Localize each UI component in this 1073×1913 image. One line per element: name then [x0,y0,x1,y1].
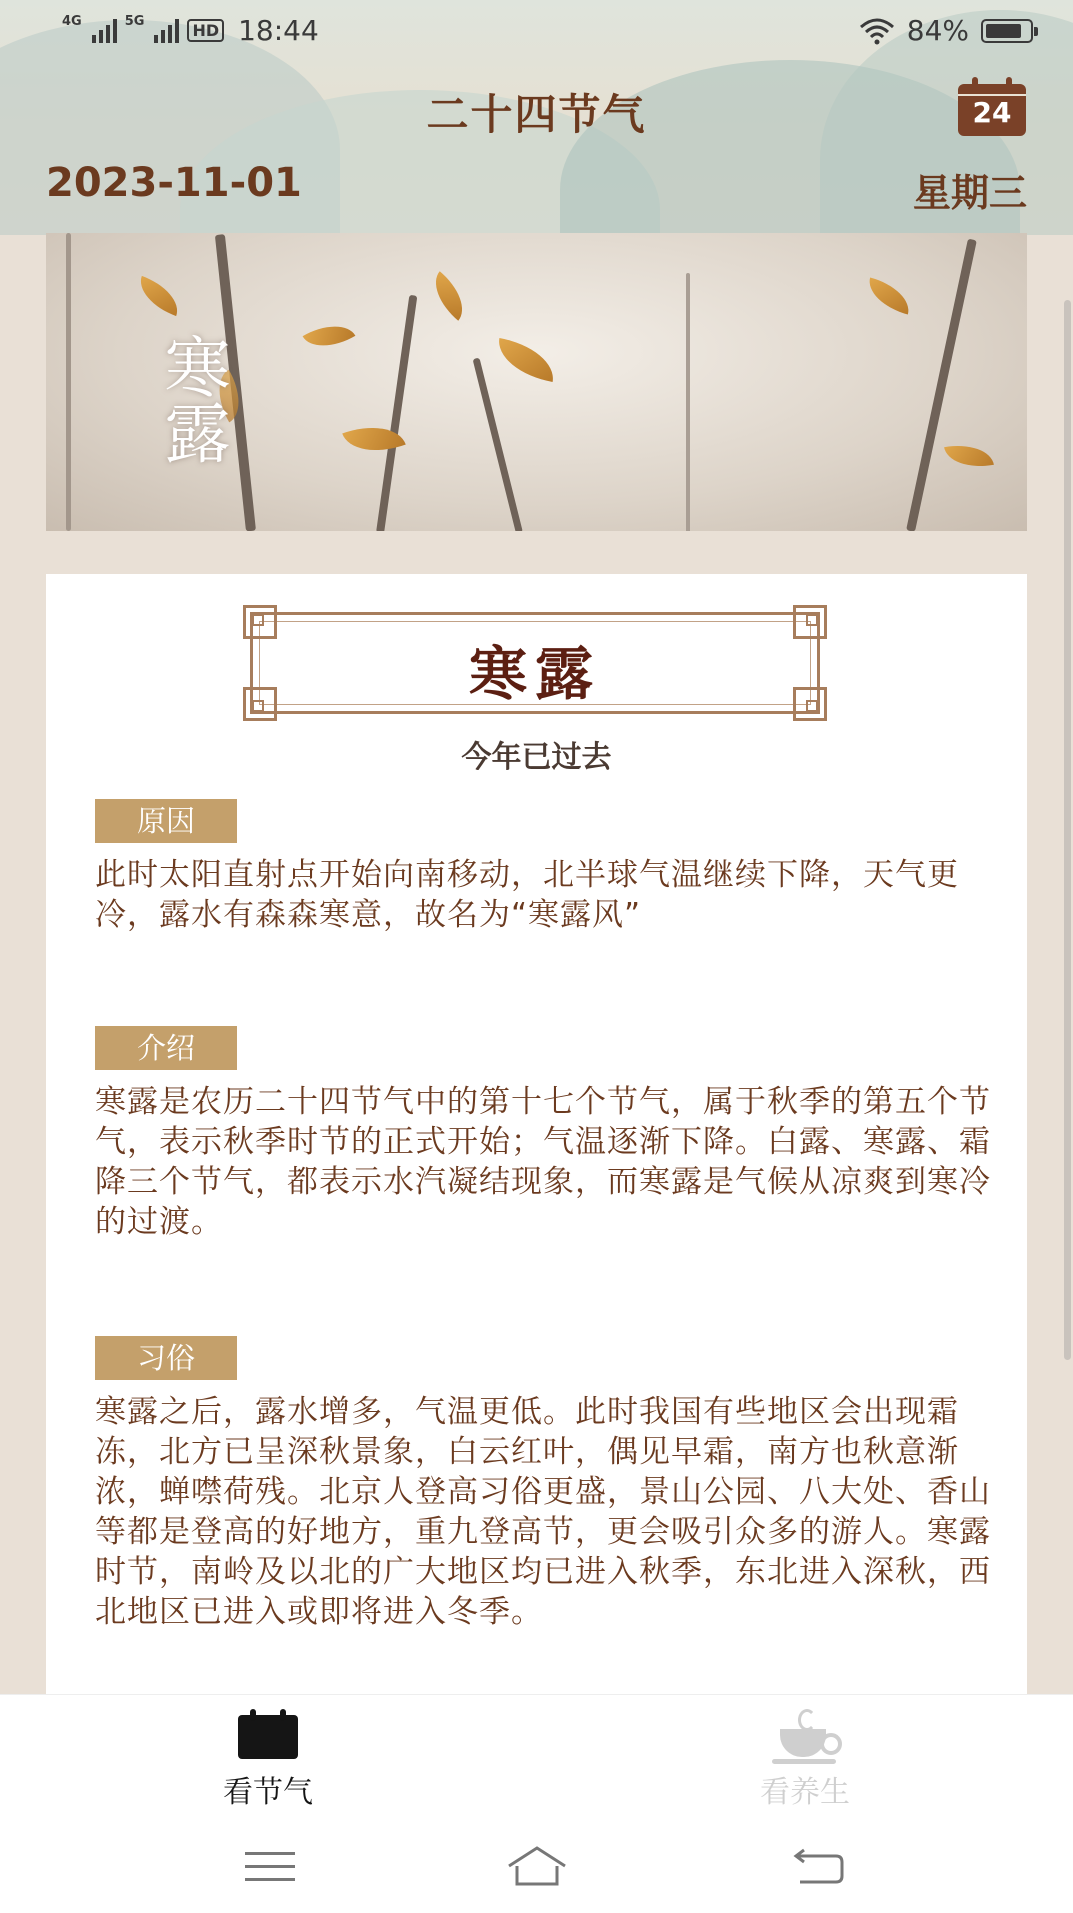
solar-term-name: 寒露 [468,640,601,708]
term-status-text: 今年已过去 [461,740,612,775]
tab-solar-terms-label: 看节气 [223,1775,313,1810]
title-frame [250,612,820,714]
scrollbar[interactable] [1064,300,1071,1360]
calendar-button[interactable] [958,84,1026,136]
section-tag: 介绍 [95,1026,237,1070]
current-weekday: 星期三 [912,171,1027,215]
section-tag: 原因 [95,799,237,843]
calendar-badge-number: 24 [972,96,1012,129]
battery-percent: 84% [906,14,969,47]
status-time: 18:44 [238,14,319,47]
tab-health-label: 看养生 [760,1775,850,1810]
section-tag: 习俗 [95,1336,237,1380]
section-text: 此时太阳直射点开始向南移动，北半球气温继续下降，天气更冷，露水有森森寒意，故名为“寒露风” [95,857,959,933]
section-text: 寒露之后，露水增多，气温更低。此时我国有些地区会出现霜冻，北方已呈深秋景象，白云红叶，偶见早霜，南方也秋意渐浓，蝉噤荷残。北京人登高习俗更盛，景山公园、八大处、香山等都是登高的好地方，重九登高节，更会吸引众多的游人。寒露时节，南岭及以北的广大地区均已进入秋季，东北进入深秋，西北地区已进入或即将进入冬季。 [95,1394,991,1630]
tab-health[interactable] [705,1709,905,1811]
menu-icon[interactable] [245,1852,295,1882]
page-title: 二十四节气 [426,90,647,139]
wifi-icon [859,17,895,45]
solar-term-card [46,574,1027,1694]
section-text: 寒露是农历二十四节气中的第十七个节气，属于秋季的第五个节气，表示秋季时节的正式开始；气温逐渐下降。白露、寒露、霜降三个节气，都表示水汽凝结现象，而寒露是气候从凉爽到寒冷的过渡。 [95,1084,991,1240]
home-icon[interactable] [505,1844,569,1888]
section-introduction [95,1026,1005,1242]
status-right [859,14,1033,47]
battery-icon [981,19,1033,43]
hd-voice-icon: HD [187,19,224,42]
signal-icon-2 [154,19,179,43]
back-icon[interactable] [790,1848,846,1886]
current-date: 2023-11-01 [46,160,302,206]
tea-cup-icon [770,1709,840,1765]
network-4g-label: 4G [62,14,82,29]
banner-calligraphy-title: 寒露 [153,333,230,465]
signal-icon [92,19,117,43]
system-nav-bar [0,1822,1073,1913]
tab-solar-terms[interactable] [168,1709,368,1811]
solar-term-banner [46,233,1027,531]
network-5g-label: 5G [124,14,145,29]
bottom-nav [0,1694,1073,1823]
section-reason [95,799,1005,935]
calendar-icon [238,1715,298,1759]
section-customs [95,1336,1005,1632]
status-bar [0,0,1073,64]
status-left [62,14,319,47]
